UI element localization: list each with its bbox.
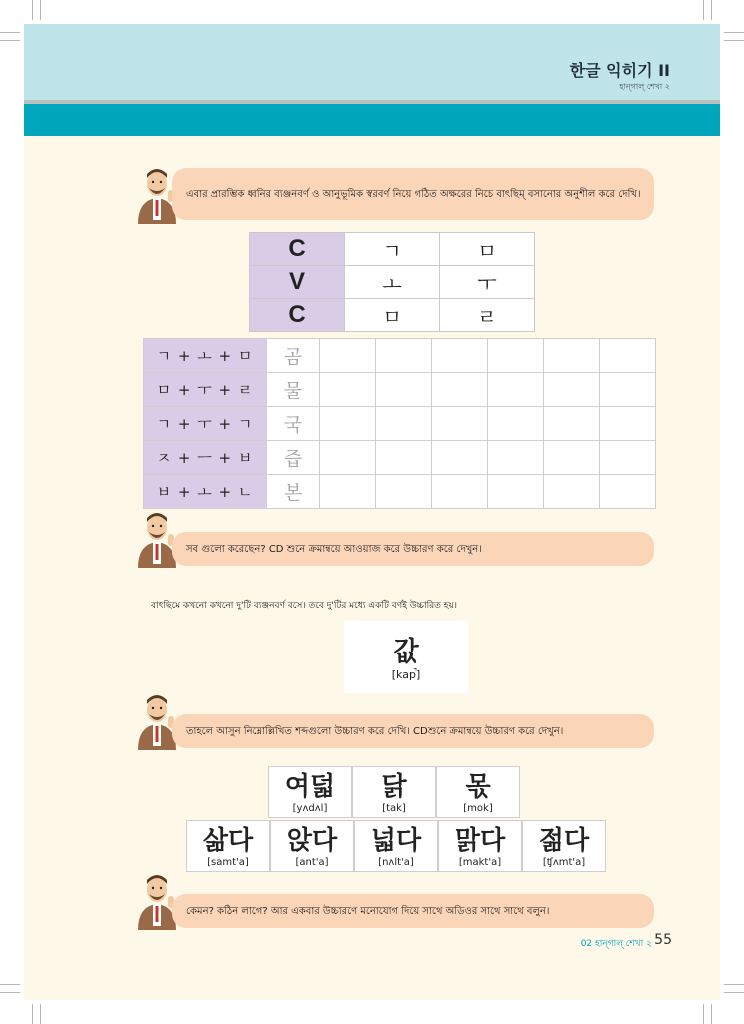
practice-table [143, 338, 656, 509]
footer-section: 02 হান্গাল্ শেখা ২ [580, 939, 652, 949]
cvc-label: C [250, 233, 345, 266]
pronunciation: [samt'a] [207, 857, 249, 868]
writing-cell[interactable] [488, 407, 544, 441]
word-card [354, 820, 438, 872]
table-row [144, 475, 656, 509]
formula-cell: ㄱ + ㅜ + ㄱ [144, 407, 267, 441]
syllable-cell: 물 [267, 373, 320, 407]
word-card [522, 820, 606, 872]
example-word-box [344, 621, 468, 693]
writing-cell[interactable] [432, 407, 488, 441]
writing-cell[interactable] [432, 441, 488, 475]
page-number: 55 [654, 932, 672, 948]
korean-word: 닭 [381, 772, 407, 802]
jamo-cell: ㄱ [345, 233, 440, 266]
writing-cell[interactable] [544, 339, 600, 373]
writing-cell[interactable] [600, 475, 656, 509]
table-row [250, 233, 535, 266]
korean-word: 넓다 [370, 826, 422, 856]
pronunciation: [nʌlt'a] [378, 857, 414, 868]
table-row [144, 339, 656, 373]
example-word: 값 [393, 637, 419, 667]
pronunciation: [tak] [382, 803, 406, 814]
jamo-cell: ㅁ [440, 233, 535, 266]
writing-cell[interactable] [320, 441, 376, 475]
writing-cell[interactable] [320, 475, 376, 509]
writing-cell[interactable] [544, 373, 600, 407]
writing-cell[interactable] [432, 475, 488, 509]
writing-cell[interactable] [376, 339, 432, 373]
writing-cell[interactable] [488, 475, 544, 509]
word-card [352, 766, 436, 818]
korean-word: 앉다 [286, 826, 338, 856]
pronunciation: [yʌdʌl] [292, 803, 328, 814]
writing-cell[interactable] [488, 373, 544, 407]
instruction-text: এবার প্রারম্ভিক ধ্বনির ব্যঞ্জনবর্ণ ও আনুভূমিক স্বরবর্ণ নিয়ে গঠিত অক্ষরের নিচে বাৎছিম্ বসানোর অনুশীল করে দেখি। [186, 188, 641, 200]
cvc-table [249, 232, 535, 332]
word-card [186, 820, 270, 872]
word-card [436, 766, 520, 818]
pronunciation: [ant'a] [295, 857, 329, 868]
writing-cell[interactable] [544, 475, 600, 509]
cvc-label: C [250, 299, 345, 332]
table-row [144, 407, 656, 441]
jamo-cell: ㄹ [440, 299, 535, 332]
writing-cell[interactable] [320, 339, 376, 373]
korean-word: 몫 [465, 772, 491, 802]
writing-cell[interactable] [600, 339, 656, 373]
table-row [144, 441, 656, 475]
writing-cell[interactable] [432, 339, 488, 373]
korean-word: 젊다 [538, 826, 590, 856]
writing-cell[interactable] [376, 407, 432, 441]
writing-cell[interactable] [544, 441, 600, 475]
formula-cell: ㄱ + ㅗ + ㅁ [144, 339, 267, 373]
cvc-label: V [250, 266, 345, 299]
jamo-cell: ㅁ [345, 299, 440, 332]
writing-cell[interactable] [600, 407, 656, 441]
korean-word: 삶다 [202, 826, 254, 856]
writing-cell[interactable] [600, 373, 656, 407]
table-row [250, 266, 535, 299]
instruction-text: কেমন? কঠিন লাগে? আর একবার উচ্চারণে মনোযোগ দিয়ে সাথে অডিওর সাথে সাথে বলুন। [186, 905, 550, 917]
formula-cell: ㅈ + ㅡ + ㅂ [144, 441, 267, 475]
header-accent-band [24, 104, 720, 136]
word-card [438, 820, 522, 872]
writing-cell[interactable] [600, 441, 656, 475]
instruction-text: সব গুলো করেছেন? CD শুনে ক্রমান্বয়ে আওয়াজ করে উচ্চারণ করে দেখুন। [186, 543, 482, 555]
syllable-cell: 곰 [267, 339, 320, 373]
pronunciation: [makt'a] [458, 857, 502, 868]
writing-cell[interactable] [320, 407, 376, 441]
syllable-cell: 본 [267, 475, 320, 509]
syllable-cell: 즙 [267, 441, 320, 475]
writing-cell[interactable] [376, 441, 432, 475]
instruction-bubble [172, 894, 654, 928]
word-card [270, 820, 354, 872]
page-title: 한글 익히기 II [569, 61, 670, 80]
example-pronunciation: [kap̚] [391, 668, 421, 681]
writing-cell[interactable] [376, 475, 432, 509]
pronunciation: [ʧʌmt'a] [542, 857, 586, 868]
pronunciation: [mok] [463, 803, 493, 814]
writing-cell[interactable] [376, 373, 432, 407]
page-subtitle: হান্গাল্ শেখা ২ [619, 82, 670, 91]
table-row [250, 299, 535, 332]
jamo-cell: ㅗ [345, 266, 440, 299]
jamo-cell: ㅜ [440, 266, 535, 299]
writing-cell[interactable] [488, 441, 544, 475]
writing-cell[interactable] [432, 373, 488, 407]
writing-cell[interactable] [320, 373, 376, 407]
korean-word: 여덟 [284, 772, 336, 802]
table-row [144, 373, 656, 407]
batchim-note: বাৎছিমে কখনো কখনো দু'টি ব্যঞ্জনবর্ণ বসে। তবে দু'টির মধ্যে একটি বর্ণই উচ্চারিত হয়। [151, 601, 458, 611]
formula-cell: ㅂ + ㅗ + ㄴ [144, 475, 267, 509]
writing-cell[interactable] [488, 339, 544, 373]
syllable-cell: 국 [267, 407, 320, 441]
instruction-bubble [172, 714, 654, 748]
korean-word: 맑다 [454, 826, 506, 856]
instruction-text: তাহলে আসুন নিম্নোল্লিখিত শব্দগুলো উচ্চারণ করে দেখি। CDশুনে ক্রমান্বয়ে উচ্চারণ করে দেখুন। [186, 725, 564, 737]
formula-cell: ㅁ + ㅜ + ㄹ [144, 373, 267, 407]
writing-cell[interactable] [544, 407, 600, 441]
instruction-bubble [172, 532, 654, 566]
word-card [268, 766, 352, 818]
instruction-bubble [172, 168, 654, 220]
